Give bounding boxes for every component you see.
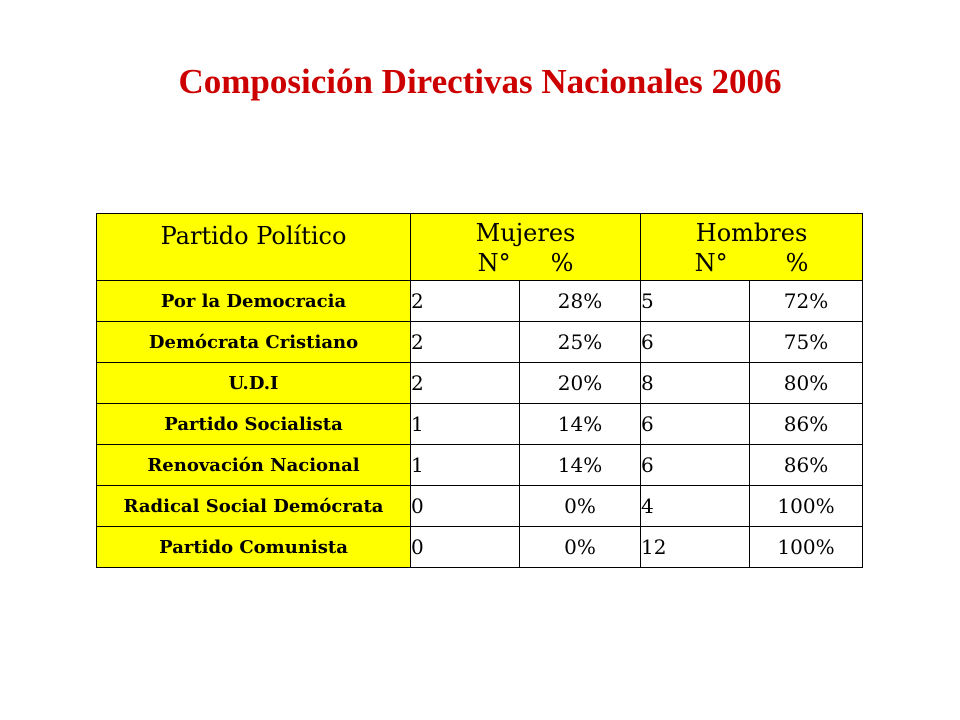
party-name: Renovación Nacional: [97, 445, 411, 486]
slide-title: Composición Directivas Nacionales 2006: [178, 62, 782, 101]
women-count: 1: [411, 404, 520, 445]
header-women-pct: %: [550, 248, 574, 277]
men-percent: 86%: [750, 445, 863, 486]
header-women-num: N°: [477, 248, 511, 277]
men-count: 8: [641, 363, 750, 404]
header-men: [641, 214, 863, 281]
men-count: 6: [641, 445, 750, 486]
women-percent: 25%: [520, 322, 641, 363]
header-men-num: N°: [694, 248, 728, 277]
party-name: Radical Social Demócrata: [97, 486, 411, 527]
women-count: 2: [411, 281, 520, 322]
party-name: Demócrata Cristiano: [97, 322, 411, 363]
table-row: [97, 445, 863, 486]
men-percent: 100%: [750, 486, 863, 527]
header-row: [97, 214, 863, 281]
table-row: [97, 363, 863, 404]
women-count: 0: [411, 527, 520, 568]
header-men-label: Hombres: [695, 218, 808, 247]
party-name: Partido Socialista: [97, 404, 411, 445]
table-row: [97, 527, 863, 568]
header-women-label: Mujeres: [475, 218, 576, 247]
women-count: 0: [411, 486, 520, 527]
men-percent: 86%: [750, 404, 863, 445]
header-women-subheads: [411, 248, 640, 278]
header-women: [411, 214, 641, 281]
party-composition-table: [96, 213, 863, 568]
men-count: 12: [641, 527, 750, 568]
table-row: [97, 281, 863, 322]
table-row: [97, 322, 863, 363]
women-count: 1: [411, 445, 520, 486]
table-body: [97, 214, 863, 568]
women-percent: 14%: [520, 445, 641, 486]
women-percent: 28%: [520, 281, 641, 322]
men-percent: 100%: [750, 527, 863, 568]
table-row: [97, 404, 863, 445]
men-count: 5: [641, 281, 750, 322]
men-count: 6: [641, 404, 750, 445]
men-count: 4: [641, 486, 750, 527]
men-percent: 72%: [750, 281, 863, 322]
party-name: Por la Democracia: [97, 281, 411, 322]
header-men-subheads: [641, 248, 862, 278]
header-men-pct: %: [785, 248, 809, 277]
women-count: 2: [411, 363, 520, 404]
header-party: [97, 214, 411, 281]
party-name: Partido Comunista: [97, 527, 411, 568]
women-percent: 0%: [520, 486, 641, 527]
women-percent: 20%: [520, 363, 641, 404]
women-count: 2: [411, 322, 520, 363]
men-count: 6: [641, 322, 750, 363]
men-percent: 75%: [750, 322, 863, 363]
party-name: U.D.I: [97, 363, 411, 404]
men-percent: 80%: [750, 363, 863, 404]
table-row: [97, 486, 863, 527]
women-percent: 0%: [520, 527, 641, 568]
women-percent: 14%: [520, 404, 641, 445]
header-party-label: Partido Político: [160, 222, 347, 250]
